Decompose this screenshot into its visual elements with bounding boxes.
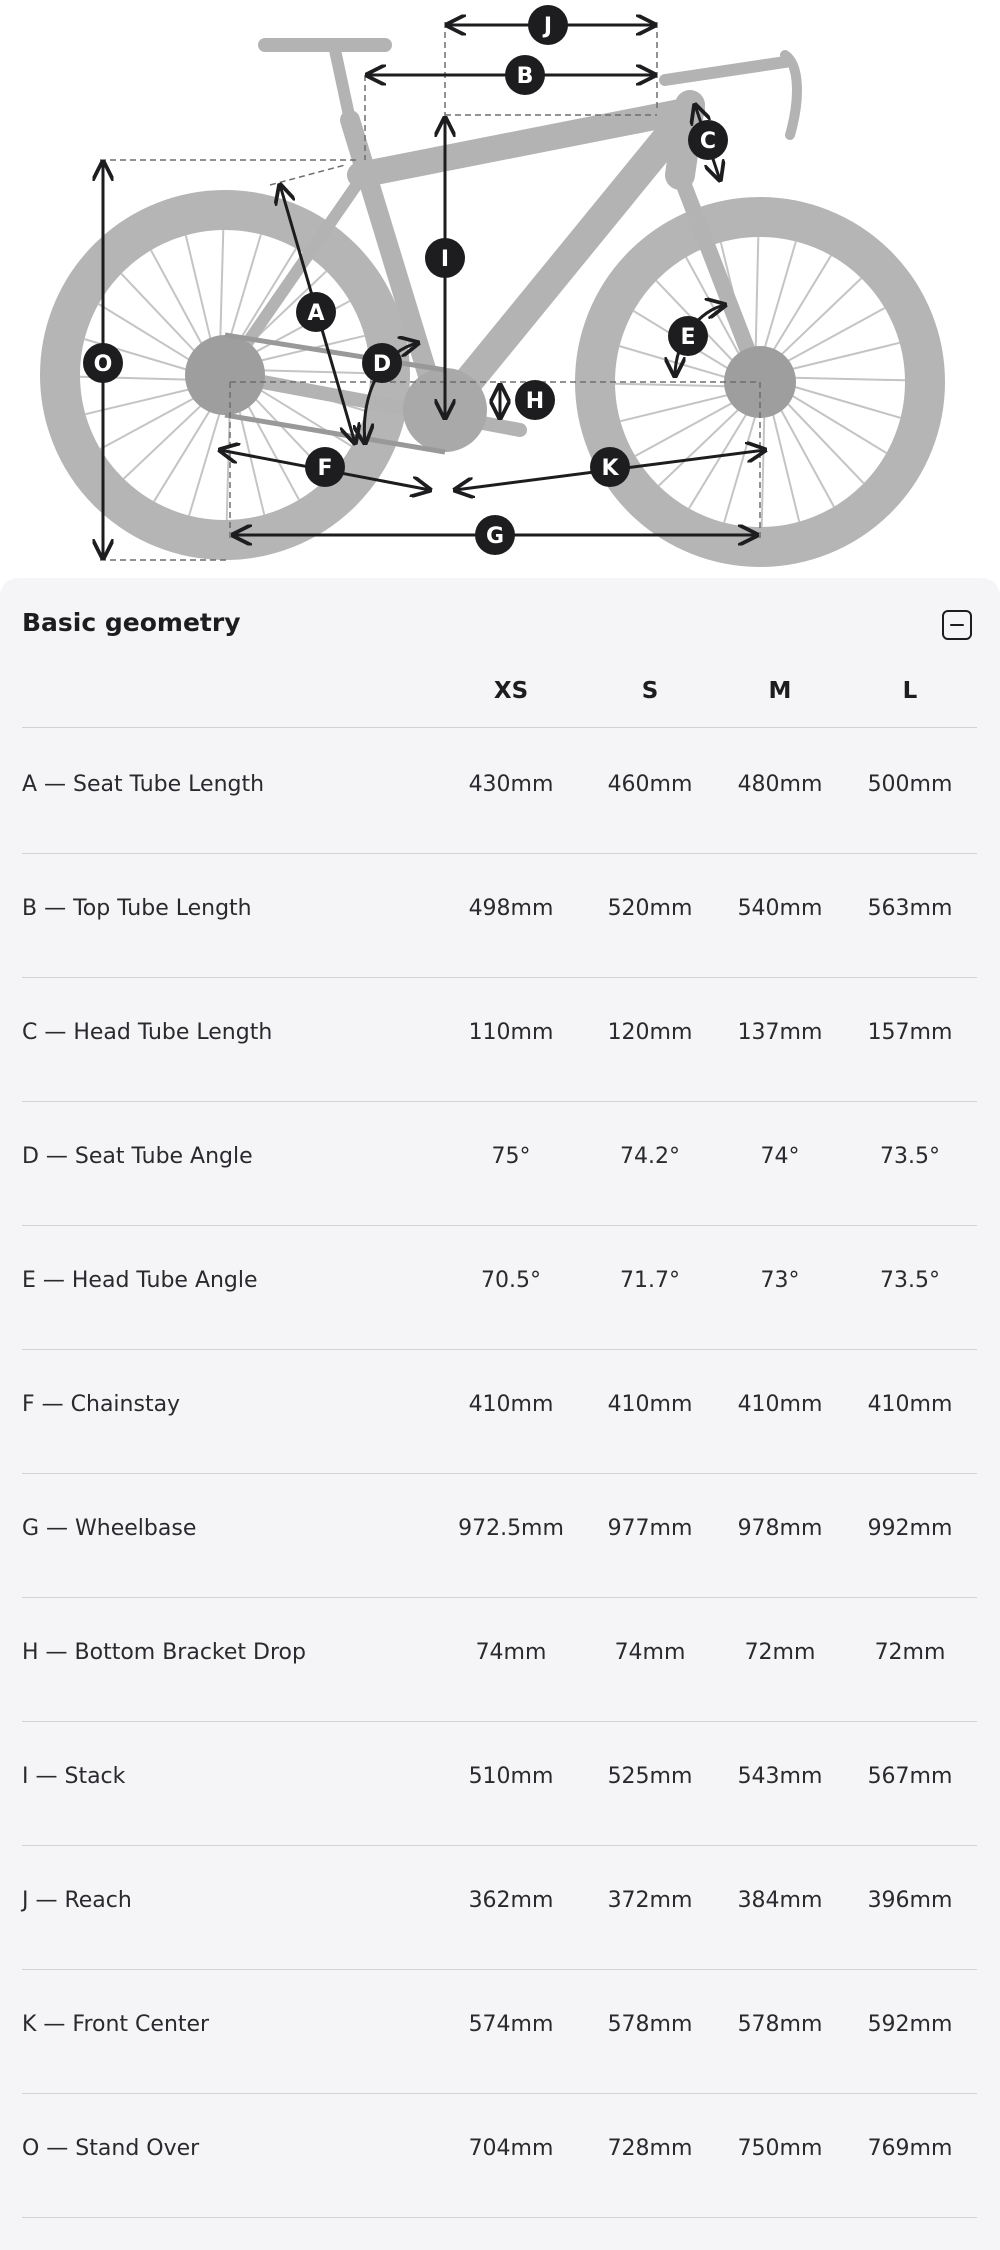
marker-b bbox=[505, 55, 545, 95]
value-cell-xs: 410mm bbox=[468, 1392, 554, 1417]
value-cell-m: 578mm bbox=[737, 2012, 823, 2037]
value-cell-l: 396mm bbox=[867, 1888, 953, 1913]
value-cell-s: 74.2° bbox=[620, 1144, 680, 1169]
value-cell-m: 72mm bbox=[744, 1640, 816, 1665]
value-cell-l: 592mm bbox=[867, 2012, 953, 2037]
row-label: E — Head Tube Angle bbox=[22, 1268, 258, 1293]
row-label: C — Head Tube Length bbox=[22, 1020, 273, 1045]
svg-text:D: D bbox=[372, 352, 392, 377]
row-label: G — Wheelbase bbox=[22, 1516, 197, 1541]
marker-g bbox=[475, 515, 515, 555]
table-row bbox=[22, 1846, 977, 1970]
svg-text:K: K bbox=[601, 456, 619, 481]
bike-geometry-diagram bbox=[0, 0, 1000, 570]
table-row bbox=[22, 1598, 977, 1722]
value-cell-m: 480mm bbox=[737, 772, 823, 797]
marker-k bbox=[590, 447, 630, 487]
value-cell-l: 563mm bbox=[867, 896, 953, 921]
svg-text:J: J bbox=[543, 14, 553, 39]
value-cell-s: 120mm bbox=[607, 1020, 693, 1045]
value-cell-s: 977mm bbox=[607, 1516, 693, 1541]
value-cell-s: 525mm bbox=[607, 1764, 693, 1789]
size-header-s: S bbox=[641, 678, 659, 704]
marker-i bbox=[425, 238, 465, 278]
value-cell-l: 769mm bbox=[867, 2136, 953, 2161]
value-cell-m: 384mm bbox=[737, 1888, 823, 1913]
size-header-m: M bbox=[768, 678, 792, 704]
row-label: K — Front Center bbox=[22, 2012, 210, 2037]
table-row bbox=[22, 1102, 977, 1226]
size-header-xs: XS bbox=[493, 678, 529, 704]
row-label: B — Top Tube Length bbox=[22, 896, 252, 921]
marker-d bbox=[362, 343, 402, 383]
value-cell-l: 500mm bbox=[867, 772, 953, 797]
row-label: O — Stand Over bbox=[22, 2136, 200, 2161]
table-row bbox=[22, 2094, 977, 2218]
value-cell-s: 578mm bbox=[607, 2012, 693, 2037]
marker-j bbox=[528, 5, 568, 45]
value-cell-s: 728mm bbox=[607, 2136, 693, 2161]
value-cell-xs: 430mm bbox=[468, 772, 554, 797]
table-row bbox=[22, 1970, 977, 2094]
value-cell-m: 410mm bbox=[737, 1392, 823, 1417]
value-cell-l: 567mm bbox=[867, 1764, 953, 1789]
value-cell-m: 750mm bbox=[737, 2136, 823, 2161]
value-cell-m: 73° bbox=[760, 1268, 800, 1293]
marker-o bbox=[83, 343, 123, 383]
value-cell-m: 543mm bbox=[737, 1764, 823, 1789]
size-header-l: L bbox=[902, 678, 918, 704]
value-cell-xs: 704mm bbox=[468, 2136, 554, 2161]
value-cell-m: 540mm bbox=[737, 896, 823, 921]
svg-text:B: B bbox=[516, 64, 534, 89]
value-cell-xs: 510mm bbox=[468, 1764, 554, 1789]
marker-a bbox=[296, 292, 336, 332]
value-cell-m: 137mm bbox=[737, 1020, 823, 1045]
row-label: H — Bottom Bracket Drop bbox=[22, 1640, 306, 1665]
value-cell-xs: 498mm bbox=[468, 896, 554, 921]
value-cell-xs: 70.5° bbox=[481, 1268, 541, 1293]
value-cell-xs: 972.5mm bbox=[458, 1516, 564, 1541]
marker-c bbox=[688, 120, 728, 160]
value-cell-m: 74° bbox=[760, 1144, 800, 1169]
table-row bbox=[22, 1226, 977, 1350]
marker-f bbox=[305, 447, 345, 487]
value-cell-s: 520mm bbox=[607, 896, 693, 921]
svg-text:A: A bbox=[307, 301, 325, 326]
value-cell-xs: 75° bbox=[491, 1144, 531, 1169]
table-row bbox=[22, 1474, 977, 1598]
marker-h bbox=[515, 380, 555, 420]
value-cell-xs: 574mm bbox=[468, 2012, 554, 2037]
value-cell-l: 72mm bbox=[874, 1640, 946, 1665]
table-row bbox=[22, 978, 977, 1102]
geometry-panel bbox=[0, 578, 1000, 2250]
value-cell-s: 460mm bbox=[607, 772, 693, 797]
value-cell-xs: 110mm bbox=[468, 1020, 554, 1045]
value-cell-s: 71.7° bbox=[620, 1268, 680, 1293]
row-label: A — Seat Tube Length bbox=[22, 772, 265, 797]
value-cell-s: 410mm bbox=[607, 1392, 693, 1417]
section-title: Basic geometry bbox=[22, 608, 241, 637]
row-label: I — Stack bbox=[22, 1764, 126, 1789]
row-label: J — Reach bbox=[22, 1888, 132, 1913]
marker-e bbox=[668, 316, 708, 356]
value-cell-l: 73.5° bbox=[880, 1144, 940, 1169]
svg-text:E: E bbox=[680, 325, 696, 350]
svg-text:C: C bbox=[699, 129, 717, 154]
value-cell-l: 992mm bbox=[867, 1516, 953, 1541]
value-cell-xs: 362mm bbox=[468, 1888, 554, 1913]
table-row bbox=[22, 1350, 977, 1474]
svg-text:I: I bbox=[440, 247, 450, 272]
row-label: F — Chainstay bbox=[22, 1392, 181, 1417]
value-cell-s: 372mm bbox=[607, 1888, 693, 1913]
value-cell-s: 74mm bbox=[614, 1640, 686, 1665]
table-header bbox=[22, 668, 977, 728]
table-row bbox=[22, 854, 977, 978]
value-cell-l: 73.5° bbox=[880, 1268, 940, 1293]
table-row bbox=[22, 1722, 977, 1846]
value-cell-l: 410mm bbox=[867, 1392, 953, 1417]
table-row bbox=[22, 730, 977, 854]
value-cell-l: 157mm bbox=[867, 1020, 953, 1045]
minus-icon bbox=[950, 624, 964, 627]
svg-text:O: O bbox=[93, 352, 113, 377]
collapse-button[interactable] bbox=[942, 610, 972, 640]
value-cell-xs: 74mm bbox=[475, 1640, 547, 1665]
svg-text:H: H bbox=[525, 389, 545, 414]
row-label: D — Seat Tube Angle bbox=[22, 1144, 253, 1169]
svg-text:G: G bbox=[485, 524, 505, 549]
value-cell-m: 978mm bbox=[737, 1516, 823, 1541]
svg-text:F: F bbox=[317, 456, 333, 481]
